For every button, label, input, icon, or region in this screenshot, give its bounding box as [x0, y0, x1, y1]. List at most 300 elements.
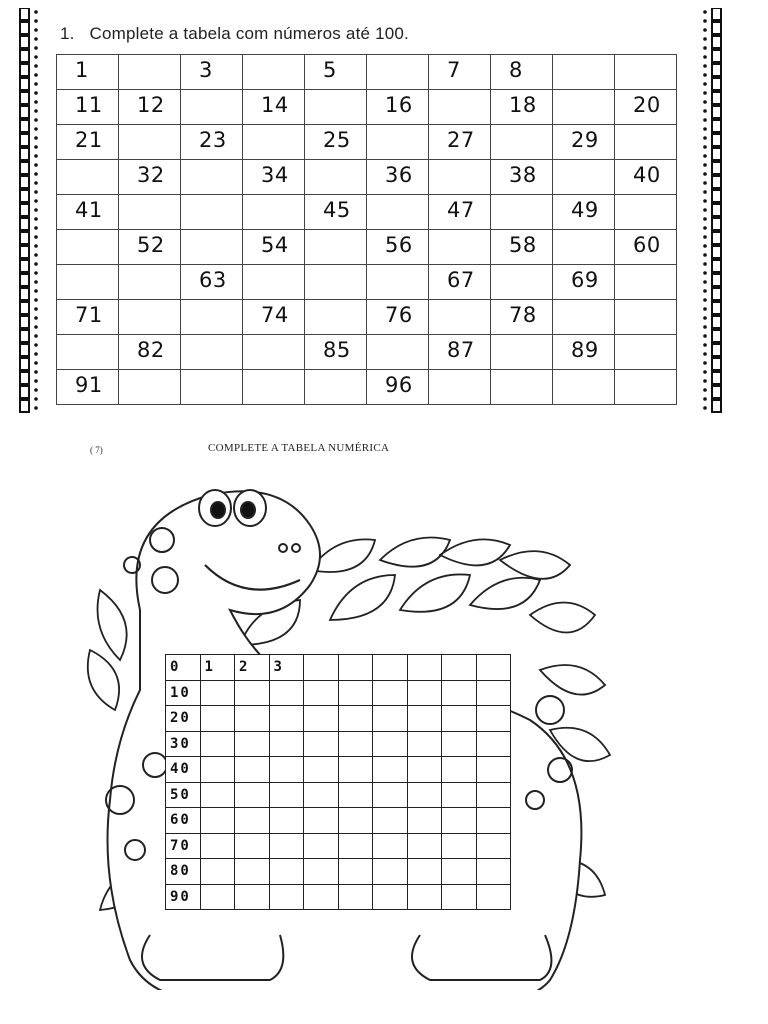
cell-number: 78	[509, 303, 537, 327]
cell-number	[181, 316, 199, 319]
cell-number	[305, 106, 323, 109]
table-cell[interactable]	[200, 859, 235, 885]
table-cell[interactable]	[407, 808, 442, 834]
table-cell[interactable]	[304, 859, 339, 885]
table-cell[interactable]	[243, 55, 305, 90]
table-cell[interactable]	[269, 706, 304, 732]
table-cell[interactable]	[429, 230, 491, 265]
table-cell[interactable]	[304, 706, 339, 732]
table-cell[interactable]	[429, 160, 491, 195]
cell-number	[615, 316, 633, 319]
table-cell[interactable]	[181, 90, 243, 125]
table-cell[interactable]	[442, 884, 477, 910]
table-cell[interactable]	[338, 680, 373, 706]
table-cell[interactable]	[476, 757, 511, 783]
exercise-1-text: Complete a tabela com números até 100.	[89, 24, 409, 43]
table-row	[57, 90, 677, 125]
table-cell[interactable]	[429, 90, 491, 125]
table-cell	[166, 757, 201, 783]
cell-number: 40	[170, 761, 191, 778]
table-cell[interactable]	[338, 808, 373, 834]
cell-number	[181, 176, 199, 179]
cell-number	[442, 710, 446, 726]
cell-number	[408, 838, 412, 854]
table-cell[interactable]	[476, 655, 511, 681]
cell-number	[442, 889, 446, 905]
exercise-1-number: 1.	[60, 24, 75, 43]
table-cell	[491, 90, 553, 125]
table-cell[interactable]	[491, 265, 553, 300]
table-cell[interactable]	[269, 680, 304, 706]
table-cell[interactable]	[304, 680, 339, 706]
table-cell[interactable]	[338, 757, 373, 783]
table-cell[interactable]	[373, 680, 408, 706]
table-cell[interactable]	[269, 731, 304, 757]
table-cell[interactable]	[181, 300, 243, 335]
table-cell[interactable]	[200, 706, 235, 732]
table-cell[interactable]	[269, 859, 304, 885]
cell-number	[235, 685, 239, 701]
table-row	[57, 160, 677, 195]
table-cell[interactable]	[476, 859, 511, 885]
cell-number	[373, 761, 377, 777]
table-cell[interactable]	[119, 265, 181, 300]
table-cell[interactable]	[338, 655, 373, 681]
cell-number	[305, 246, 323, 249]
cell-number	[477, 685, 481, 701]
table-cell[interactable]	[407, 655, 442, 681]
cell-number	[243, 211, 261, 214]
table-cell[interactable]	[57, 160, 119, 195]
cell-number	[304, 761, 308, 777]
cell-number	[373, 889, 377, 905]
cell-number	[477, 761, 481, 777]
table-cell[interactable]	[119, 370, 181, 405]
cell-number	[491, 211, 509, 214]
table-cell[interactable]	[119, 125, 181, 160]
cell-number	[442, 659, 446, 675]
cell-number	[373, 812, 377, 828]
table-cell[interactable]	[304, 731, 339, 757]
cell-number: 27	[447, 128, 475, 152]
table-cell[interactable]	[553, 160, 615, 195]
table-cell[interactable]	[476, 782, 511, 808]
table-cell[interactable]	[407, 884, 442, 910]
table-cell	[429, 265, 491, 300]
cell-number: 40	[633, 163, 661, 187]
table-cell[interactable]	[304, 757, 339, 783]
table-cell	[119, 230, 181, 265]
cell-number: 96	[385, 373, 413, 397]
table-cell[interactable]	[57, 335, 119, 370]
table-cell	[57, 370, 119, 405]
table-cell[interactable]	[305, 300, 367, 335]
table-cell[interactable]	[429, 300, 491, 335]
table-cell[interactable]	[491, 370, 553, 405]
cell-number: 91	[75, 373, 103, 397]
table-cell[interactable]	[367, 265, 429, 300]
cell-number: 30	[170, 735, 191, 752]
cell-number	[491, 351, 509, 354]
cell-number	[553, 71, 571, 74]
table-cell[interactable]	[304, 655, 339, 681]
table-cell[interactable]	[491, 125, 553, 160]
table-cell[interactable]	[367, 125, 429, 160]
cell-number	[201, 812, 205, 828]
cell-number	[181, 351, 199, 354]
table-cell[interactable]	[442, 859, 477, 885]
table-cell[interactable]	[200, 833, 235, 859]
cell-number: 74	[261, 303, 289, 327]
table-cell[interactable]	[407, 833, 442, 859]
table-cell[interactable]	[373, 655, 408, 681]
cell-number: 60	[633, 233, 661, 257]
table-cell[interactable]	[407, 859, 442, 885]
table-cell[interactable]	[491, 335, 553, 370]
table-cell	[491, 160, 553, 195]
cell-number: 41	[75, 198, 103, 222]
table-cell[interactable]	[304, 833, 339, 859]
table-cell[interactable]	[200, 884, 235, 910]
table-cell[interactable]	[407, 680, 442, 706]
table-cell	[166, 859, 201, 885]
table-cell	[119, 160, 181, 195]
table-cell	[181, 125, 243, 160]
table-cell[interactable]	[181, 230, 243, 265]
table-cell[interactable]	[243, 335, 305, 370]
table-cell[interactable]	[407, 706, 442, 732]
cell-number	[235, 889, 239, 905]
table-row	[57, 335, 677, 370]
table-cell[interactable]	[304, 782, 339, 808]
cell-number	[201, 889, 205, 905]
cell-number	[408, 736, 412, 752]
table-cell[interactable]	[615, 300, 677, 335]
right-decorative-border	[700, 8, 722, 414]
table-cell[interactable]	[442, 680, 477, 706]
table-cell	[615, 90, 677, 125]
table-cell[interactable]	[615, 125, 677, 160]
table-cell[interactable]	[338, 884, 373, 910]
table-cell	[181, 55, 243, 90]
table-cell[interactable]	[407, 731, 442, 757]
table-cell[interactable]	[200, 680, 235, 706]
cell-number	[442, 863, 446, 879]
table-cell[interactable]	[442, 782, 477, 808]
table-cell[interactable]	[305, 90, 367, 125]
table-cell[interactable]	[442, 731, 477, 757]
exercise-2-index: ( 7)	[90, 445, 103, 455]
table-cell[interactable]	[373, 859, 408, 885]
table-cell[interactable]	[181, 370, 243, 405]
cell-number	[339, 787, 343, 803]
table-cell[interactable]	[305, 265, 367, 300]
table-cell[interactable]	[553, 55, 615, 90]
table-cell[interactable]	[181, 195, 243, 230]
table-cell[interactable]	[119, 195, 181, 230]
cell-number: 8	[509, 58, 523, 82]
cell-number: 18	[509, 93, 537, 117]
table-cell[interactable]	[373, 808, 408, 834]
cell-number	[339, 863, 343, 879]
table-cell[interactable]	[235, 757, 270, 783]
table-row	[57, 300, 677, 335]
table-cell[interactable]	[269, 833, 304, 859]
cell-number	[477, 838, 481, 854]
table-cell[interactable]	[615, 55, 677, 90]
cell-number	[339, 838, 343, 854]
table-cell[interactable]	[235, 731, 270, 757]
cell-number	[235, 787, 239, 803]
cell-number	[235, 710, 239, 726]
cell-number	[235, 838, 239, 854]
table-cell[interactable]	[553, 90, 615, 125]
cell-number	[57, 246, 75, 249]
table-cell	[429, 195, 491, 230]
table-cell	[243, 300, 305, 335]
hundred-chart-table	[56, 54, 677, 405]
cell-number	[477, 659, 481, 675]
table-cell[interactable]	[269, 782, 304, 808]
table-row	[166, 731, 511, 757]
table-cell[interactable]	[235, 680, 270, 706]
cell-number	[119, 386, 137, 389]
cell-number	[304, 838, 308, 854]
cell-number	[270, 787, 274, 803]
table-cell[interactable]	[338, 859, 373, 885]
cell-number	[305, 316, 323, 319]
table-cell[interactable]	[200, 757, 235, 783]
table-cell[interactable]	[367, 55, 429, 90]
cell-number	[553, 316, 571, 319]
table-cell[interactable]	[373, 757, 408, 783]
table-cell[interactable]	[615, 195, 677, 230]
cell-number: 11	[75, 93, 103, 117]
table-cell[interactable]	[338, 833, 373, 859]
table-cell[interactable]	[407, 757, 442, 783]
table-cell[interactable]	[476, 833, 511, 859]
table-cell[interactable]	[476, 680, 511, 706]
table-cell[interactable]	[243, 125, 305, 160]
table-cell	[553, 195, 615, 230]
table-cell[interactable]	[442, 757, 477, 783]
table-cell[interactable]	[235, 859, 270, 885]
table-cell[interactable]	[373, 884, 408, 910]
table-cell[interactable]	[305, 370, 367, 405]
cell-number	[408, 685, 412, 701]
cell-number: 89	[571, 338, 599, 362]
table-cell[interactable]	[442, 706, 477, 732]
cell-number: 16	[385, 93, 413, 117]
table-row	[166, 655, 511, 681]
table-cell[interactable]	[442, 808, 477, 834]
table-cell[interactable]	[615, 265, 677, 300]
cell-number	[373, 863, 377, 879]
table-cell[interactable]	[57, 230, 119, 265]
table-cell[interactable]	[442, 655, 477, 681]
cell-number: 56	[385, 233, 413, 257]
cell-number: 80	[170, 863, 191, 880]
cell-number	[442, 736, 446, 752]
cell-number: 58	[509, 233, 537, 257]
table-cell[interactable]	[615, 370, 677, 405]
cell-number: 38	[509, 163, 537, 187]
cell-number	[339, 761, 343, 777]
table-cell[interactable]	[269, 884, 304, 910]
cell-number: 36	[385, 163, 413, 187]
table-cell[interactable]	[181, 160, 243, 195]
table-row	[57, 265, 677, 300]
table-cell[interactable]	[373, 706, 408, 732]
table-cell[interactable]	[200, 731, 235, 757]
table-cell[interactable]	[181, 335, 243, 370]
table-cell	[367, 230, 429, 265]
table-cell[interactable]	[235, 782, 270, 808]
table-cell	[305, 55, 367, 90]
cell-number	[243, 71, 261, 74]
table-cell[interactable]	[235, 706, 270, 732]
table-cell[interactable]	[553, 300, 615, 335]
table-cell[interactable]	[338, 782, 373, 808]
table-cell[interactable]	[235, 884, 270, 910]
cell-number: 70	[170, 837, 191, 854]
cell-number	[615, 71, 633, 74]
table-cell[interactable]	[305, 230, 367, 265]
table-cell[interactable]	[373, 731, 408, 757]
cell-number	[339, 710, 343, 726]
cell-number	[615, 351, 633, 354]
cell-number: 7	[447, 58, 461, 82]
cell-number	[235, 863, 239, 879]
table-cell[interactable]	[243, 195, 305, 230]
cell-number	[429, 246, 447, 249]
cell-number: 54	[261, 233, 289, 257]
table-cell[interactable]	[429, 370, 491, 405]
table-cell[interactable]	[200, 782, 235, 808]
cell-number	[304, 659, 308, 675]
cell-number: 50	[170, 786, 191, 803]
cell-number	[304, 863, 308, 879]
table-cell	[615, 160, 677, 195]
table-cell[interactable]	[243, 370, 305, 405]
table-row	[166, 808, 511, 834]
table-cell[interactable]	[476, 884, 511, 910]
cell-number	[553, 106, 571, 109]
table-cell[interactable]	[476, 808, 511, 834]
cell-number	[304, 787, 308, 803]
table-cell	[166, 808, 201, 834]
table-cell	[166, 731, 201, 757]
table-cell[interactable]	[367, 335, 429, 370]
table-cell[interactable]	[553, 230, 615, 265]
cell-number	[442, 812, 446, 828]
cell-number: 20	[170, 710, 191, 727]
table-cell	[553, 125, 615, 160]
cell-number	[408, 710, 412, 726]
cell-number	[270, 838, 274, 854]
table-cell[interactable]	[200, 808, 235, 834]
cell-number	[408, 787, 412, 803]
table-cell[interactable]	[304, 884, 339, 910]
table-cell	[166, 706, 201, 732]
table-row	[166, 859, 511, 885]
table-cell[interactable]	[476, 731, 511, 757]
table-cell	[491, 230, 553, 265]
cell-number	[181, 211, 199, 214]
table-cell[interactable]	[235, 833, 270, 859]
table-cell[interactable]	[615, 335, 677, 370]
table-cell	[367, 300, 429, 335]
cell-number: 32	[137, 163, 165, 187]
table-cell[interactable]	[119, 300, 181, 335]
table-cell[interactable]	[338, 731, 373, 757]
cell-number: 90	[170, 888, 191, 905]
cell-number	[181, 386, 199, 389]
table-cell[interactable]	[305, 160, 367, 195]
cell-number	[304, 736, 308, 752]
cell-number	[367, 71, 385, 74]
table-cell[interactable]	[553, 370, 615, 405]
cell-number	[201, 863, 205, 879]
table-cell[interactable]	[367, 195, 429, 230]
cell-number	[615, 281, 633, 284]
table-cell[interactable]	[269, 757, 304, 783]
table-cell[interactable]	[476, 706, 511, 732]
cell-number	[477, 736, 481, 752]
table-cell[interactable]	[407, 782, 442, 808]
cell-number	[477, 710, 481, 726]
table-cell[interactable]	[338, 706, 373, 732]
cell-number: 25	[323, 128, 351, 152]
table-cell	[269, 655, 304, 681]
cell-number	[339, 812, 343, 828]
table-cell[interactable]	[373, 782, 408, 808]
table-cell[interactable]	[442, 833, 477, 859]
table-cell[interactable]	[304, 808, 339, 834]
cell-number	[304, 685, 308, 701]
table-cell[interactable]	[491, 195, 553, 230]
table-cell	[166, 655, 201, 681]
cell-number: 21	[75, 128, 103, 152]
cell-number	[477, 812, 481, 828]
cell-number: 23	[199, 128, 227, 152]
cell-number	[367, 211, 385, 214]
cell-number	[119, 141, 137, 144]
cell-number	[339, 736, 343, 752]
table-cell	[119, 335, 181, 370]
cell-number	[367, 141, 385, 144]
cell-number	[373, 838, 377, 854]
table-cell	[181, 265, 243, 300]
cell-number	[270, 889, 274, 905]
cell-number	[477, 787, 481, 803]
table-row	[57, 125, 677, 160]
cell-number	[201, 736, 205, 752]
table-cell[interactable]	[269, 808, 304, 834]
table-row	[166, 680, 511, 706]
table-cell[interactable]	[373, 833, 408, 859]
cell-number	[477, 889, 481, 905]
table-cell	[367, 90, 429, 125]
table-cell[interactable]	[119, 55, 181, 90]
table-cell[interactable]	[57, 265, 119, 300]
cell-number	[553, 176, 571, 179]
table-cell[interactable]	[235, 808, 270, 834]
table-cell	[367, 160, 429, 195]
cell-number	[408, 812, 412, 828]
table-cell[interactable]	[243, 265, 305, 300]
table-cell	[491, 300, 553, 335]
